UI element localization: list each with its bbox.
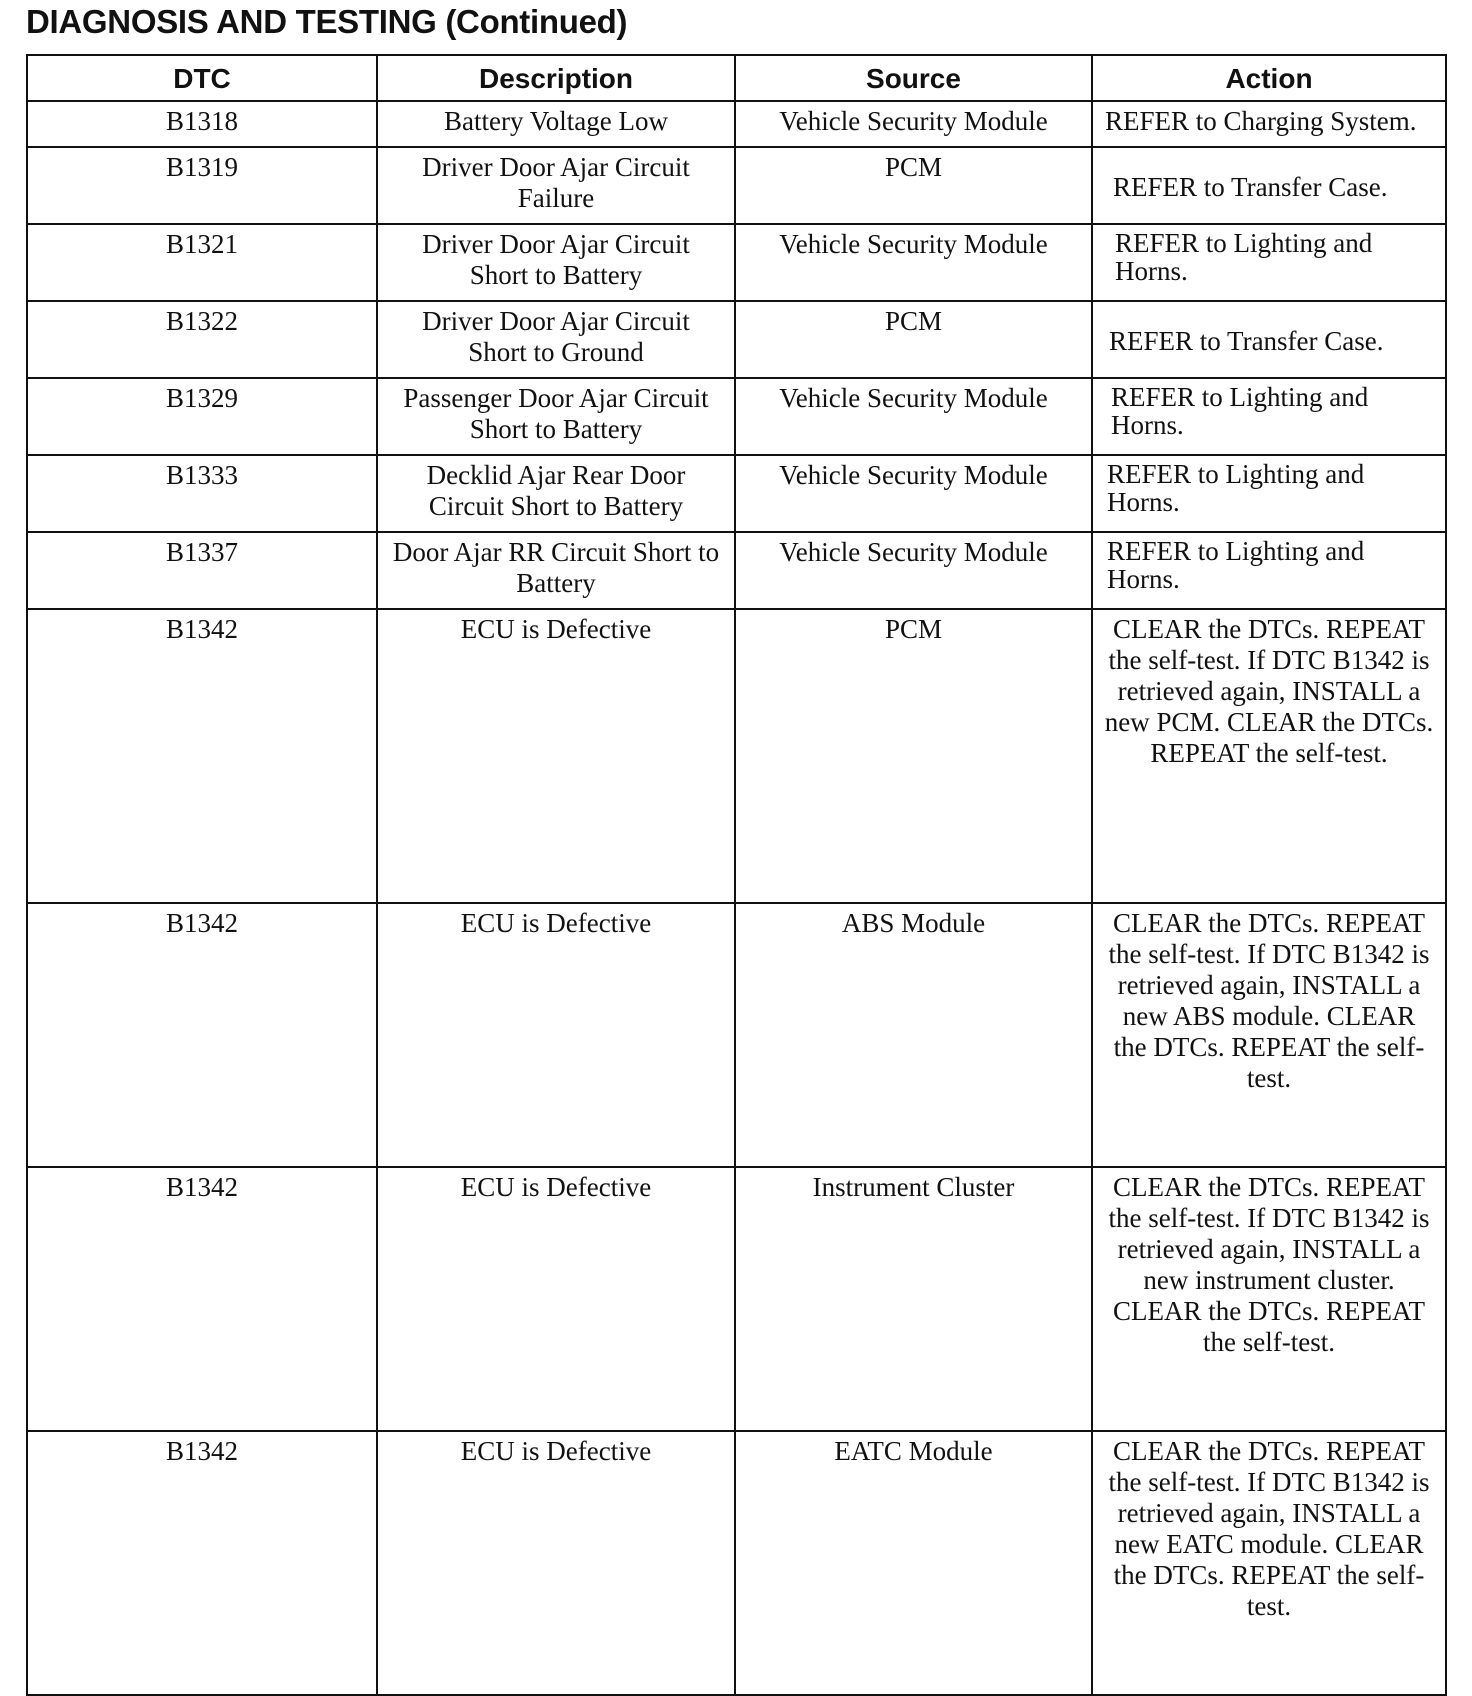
- description-cell: Door Ajar RR Circuit Short to Battery: [377, 532, 735, 609]
- description-cell: Decklid Ajar Rear Door Circuit Short to Battery: [377, 455, 735, 532]
- table-row: [27, 455, 1446, 532]
- description-cell: ECU is Defective: [377, 903, 735, 1167]
- source-cell: PCM: [735, 147, 1092, 224]
- source-cell: Vehicle Security Module: [735, 378, 1092, 455]
- action-cell: REFER to Transfer Case.: [1092, 147, 1446, 224]
- table-row: [27, 1167, 1446, 1431]
- dtc-cell: B1333: [27, 455, 377, 532]
- description-cell: Driver Door Ajar Circuit Short to Ground: [377, 301, 735, 378]
- action-cell: CLEAR the DTCs. REPEAT the self-test. If DTC B1342 is retrieved again, INSTALL a new PCM. CLEAR the DTCs. REPEAT the self-test.: [1092, 609, 1446, 903]
- source-cell: PCM: [735, 609, 1092, 903]
- source-cell: Vehicle Security Module: [735, 532, 1092, 609]
- description-cell: ECU is Defective: [377, 1431, 735, 1695]
- action-cell: REFER to Lighting and Horns.: [1092, 455, 1446, 532]
- header-dtc: DTC: [27, 55, 377, 101]
- table-row: [27, 1431, 1446, 1695]
- action-cell: REFER to Lighting and Horns.: [1092, 532, 1446, 609]
- header-description: Description: [377, 55, 735, 101]
- table-header-row: [27, 55, 1446, 101]
- dtc-cell: B1342: [27, 609, 377, 903]
- description-cell: ECU is Defective: [377, 609, 735, 903]
- dtc-cell: B1319: [27, 147, 377, 224]
- table-row: [27, 101, 1446, 147]
- source-cell: EATC Module: [735, 1431, 1092, 1695]
- dtc-table: [26, 54, 1447, 1696]
- action-cell: CLEAR the DTCs. REPEAT the self-test. If DTC B1342 is retrieved again, INSTALL a new ABS module. CLEAR the DTCs. REPEAT the self-test.: [1092, 903, 1446, 1167]
- page-title: DIAGNOSIS AND TESTING (Continued): [26, 3, 628, 40]
- action-cell: CLEAR the DTCs. REPEAT the self-test. If DTC B1342 is retrieved again, INSTALL a new instrument cluster. CLEAR the DTCs. REPEAT the self-test.: [1092, 1167, 1446, 1431]
- source-cell: ABS Module: [735, 903, 1092, 1167]
- description-cell: Driver Door Ajar Circuit Failure: [377, 147, 735, 224]
- dtc-cell: B1342: [27, 1167, 377, 1431]
- dtc-cell: B1318: [27, 101, 377, 147]
- description-cell: Passenger Door Ajar Circuit Short to Battery: [377, 378, 735, 455]
- source-cell: Instrument Cluster: [735, 1167, 1092, 1431]
- source-cell: Vehicle Security Module: [735, 455, 1092, 532]
- header-action: Action: [1092, 55, 1446, 101]
- dtc-cell: B1342: [27, 1431, 377, 1695]
- table-row: [27, 301, 1446, 378]
- action-cell: REFER to Charging System.: [1092, 101, 1446, 147]
- action-cell: REFER to Transfer Case.: [1092, 301, 1446, 378]
- table-row: [27, 224, 1446, 301]
- dtc-cell: B1342: [27, 903, 377, 1167]
- description-cell: Driver Door Ajar Circuit Short to Battery: [377, 224, 735, 301]
- dtc-cell: B1322: [27, 301, 377, 378]
- action-cell: CLEAR the DTCs. REPEAT the self-test. If DTC B1342 is retrieved again, INSTALL a new EATC module. CLEAR the DTCs. REPEAT the self-test.: [1092, 1431, 1446, 1695]
- source-cell: Vehicle Security Module: [735, 224, 1092, 301]
- table-row: [27, 609, 1446, 903]
- source-cell: PCM: [735, 301, 1092, 378]
- dtc-cell: B1321: [27, 224, 377, 301]
- description-cell: Battery Voltage Low: [377, 101, 735, 147]
- dtc-cell: B1337: [27, 532, 377, 609]
- action-cell: REFER to Lighting and Horns.: [1092, 378, 1446, 455]
- source-cell: Vehicle Security Module: [735, 101, 1092, 147]
- header-source: Source: [735, 55, 1092, 101]
- table-row: [27, 378, 1446, 455]
- action-cell: REFER to Lighting and Horns.: [1092, 224, 1446, 301]
- dtc-cell: B1329: [27, 378, 377, 455]
- table-row: [27, 147, 1446, 224]
- table-row: [27, 903, 1446, 1167]
- description-cell: ECU is Defective: [377, 1167, 735, 1431]
- table-row: [27, 532, 1446, 609]
